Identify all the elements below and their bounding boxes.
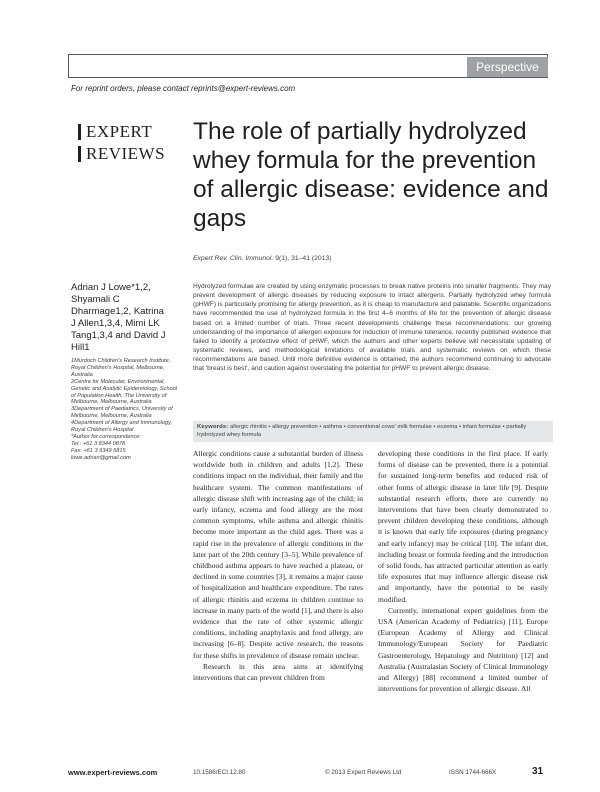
affiliations (71, 358, 179, 462)
correspondence-tel: Tel.: +61 3 8344 0878 (71, 440, 126, 447)
affiliation-3: 3Department of Paediatrics, University of Melbourne, Melbourne, Australia (71, 406, 173, 420)
logo-bar-icon (78, 124, 81, 140)
article-title: The role of partially hydrolyzed whey formula for the prevention of allergic disease: evidence and gaps (193, 118, 549, 232)
keywords-text: allergic rhinitis • allergy prevention • asthma • conventional cows' milk formulae • eczema • infant formulae • partially hydrolyzed whey formula (197, 424, 527, 439)
footer-url[interactable]: www.expert-reviews.com (68, 768, 158, 777)
author-list: Adrian J Lowe*1,2, Shyamali C Dharmage1,2, Katrina J Allen1,3,4, Mimi LK Tang1,3,4 and David J Hill1 (71, 282, 166, 353)
correspondence-label: *Author for correspondence: (71, 433, 141, 440)
affiliation-2: 2Centre for Molecular, Environmental, Genetic and Analytic Epidemiology, School of Population Health, The University of Melbourne, Melbourne, Australia (71, 378, 178, 406)
article-citation (193, 255, 332, 262)
body-paragraph: Research in this area aims at identifying interventions that can prevent children from (193, 661, 363, 683)
footer-issn: ISSN 1744-666X (449, 769, 497, 776)
citation-details: 9(1), 31–41 (2013) (273, 255, 332, 262)
logo-word-expert: EXPERT (86, 122, 153, 141)
section-tag: Perspective (467, 57, 548, 77)
logo-word-reviews: REVIEWS (86, 144, 166, 163)
abstract: Hydrolyzed formulae are created by using enzymatic processes to break native proteins into smaller fragments. They may prevent development of allergic diseases by reducing exposure to intact allergens. Partially hydrolyzed whey formula (pHWF) is particularly promising for allergy prevention, as it is cheap to manufacture and palatable. Scientific organizations have recommended the use of hydrolyzed formula in the first 4–6 months of life for the prevention of allergic disease based on a limited number of trials. Three recent developments challenge these recommendations: our growing understanding of the importance of allergen exposure for induction of immune tolerance, recently published evidence that failed to identify a protective effect of pHWF, which the authors and other experts believe will necessitate updating of systematic reviews, and methodological limitations of available trials and systematic reviews on which these recommendations are based. Until more definitive evidence is obtained, the authors recommend continuing to advocate that 'breast is best', and caution against overstating the potential for pHWF to prevent allergic disease. (193, 283, 551, 373)
affiliation-1: 1Murdoch Children's Research Institute, Royal Children's Hospital, Melbourne, Australia (71, 358, 171, 378)
body-column-right (378, 448, 548, 694)
affiliation-4: 4Department of Allergy and Immunology, Royal Children's Hospital (71, 420, 173, 434)
keywords-label: Keywords: (197, 424, 229, 430)
body-paragraph: Currently, international expert guidelines from the USA (American Academy of Pediatrics) [11], Europe (European Academy of Allergy and Clinical Immunology/European Society for Paediatric Gastroenterology, Hepatology and Nutrition) [12] and Australia (Australasian Society of Clinical Immunology and Allergy) [88] recommend a limited number of interventions for prevention of allergic disease. All (378, 605, 548, 694)
body-paragraph: Allergic conditions cause a substantial burden of illness worldwide both in children and adults [1,2]. These conditions impact on the individual, their family and the healthcare system. The common manifestations of allergic disease shift with increasing age of the child; in early infancy, eczema and food allergy are the most common symptoms, while asthma and allergic rhinitis become more important as the child ages. There was a rapid rise in the prevalence of allergic conditions in the later part of the 20th century [3–5]. While prevalence of childhood asthma appears to have reached a plateau, or declined in some countries [3], it remains a major cause of hospitalization and healthcare expenditure. The rates of allergic rhinitis and eczema in children continue to increase in many parts of the world [1], and there is also evidence that the rate of other systemic allergic conditions, including anaphylaxis and food allergy, are increasing [6–8]. Despite active research, the reasons for these shifts in prevalence of disease remain unclear. (193, 449, 363, 660)
body-column-left (193, 448, 363, 683)
citation-journal: Expert Rev. Clin. Immunol. (193, 255, 274, 262)
page-number: 31 (532, 766, 544, 777)
correspondence-fax: Fax: +61 3 9349 5815 (71, 447, 126, 454)
journal-logo (78, 122, 166, 166)
body-paragraph: developing these conditions in the first place. If early forms of disease can be prevented, there is a potential for sustained long-term benefits and reduced risk of other forms of allergic disease in later life [9]. Despite substantial research efforts, there are currently no interventions that have been clearly demonstrated to prevent children developing these conditions, although it is known that early life exposures (during pregnancy and early infancy) may be critical [10]. The infant diet, including breast or formula feeding and the introduction of solid foods, has attracted particular attention as early life exposures that may influence allergic disease risk and importantly, have the potential to be easily modified. (378, 449, 548, 604)
correspondence-email[interactable]: lowe.adrian@gmail.com (71, 454, 131, 461)
footer-copyright: © 2013 Expert Reviews Ltd (325, 769, 402, 776)
logo-bar-icon (78, 146, 81, 162)
reprint-note: For reprint orders, please contact reprints@expert-reviews.com (71, 84, 296, 93)
footer-doi: 10.1586/ECI.12.80 (193, 769, 246, 776)
keywords (197, 423, 549, 439)
keywords-box (193, 421, 553, 442)
